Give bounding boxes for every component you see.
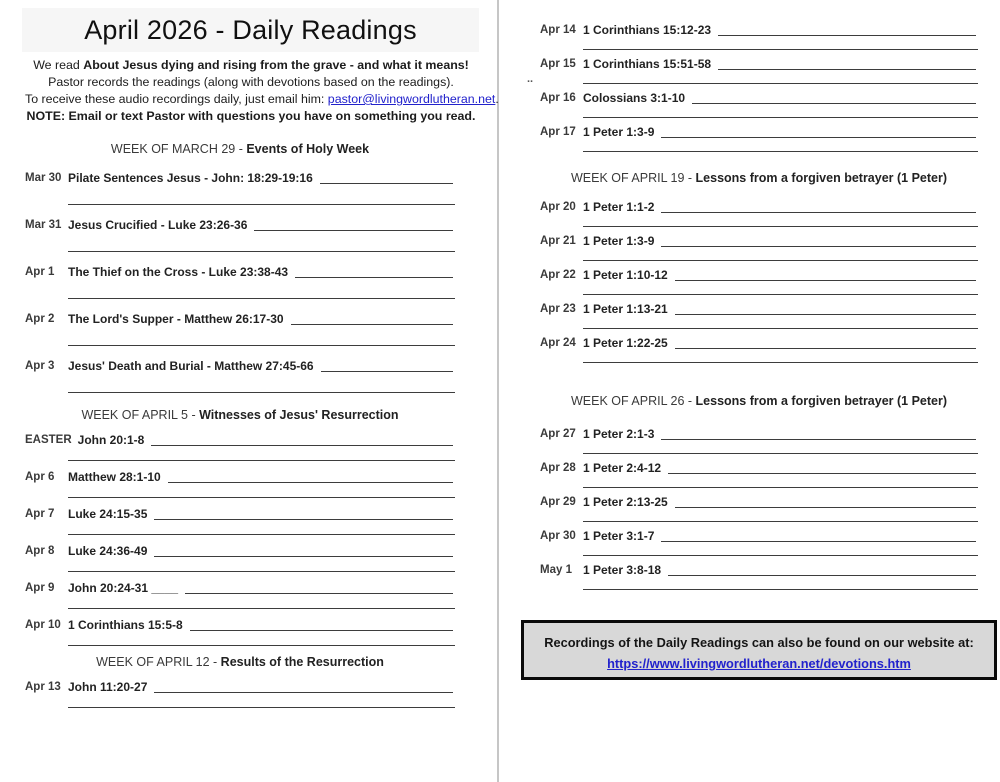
continuation-line — [583, 260, 978, 261]
blank-line — [661, 137, 976, 138]
reading-row — [540, 199, 978, 216]
continuation-line — [68, 392, 455, 393]
blank-line — [254, 230, 453, 231]
continuation-line — [583, 555, 978, 556]
continuation-line-wrap — [25, 608, 455, 609]
reading-date: Apr 8 — [25, 545, 55, 557]
continuation-line-wrap — [25, 460, 455, 461]
footer-text: Recordings of the Daily Readings can also be found on our website at: — [544, 635, 974, 650]
continuation-line — [68, 707, 455, 708]
reading-text: Pilate Sentences Jesus - John: 18:29-19:16 — [68, 171, 313, 185]
blank-line — [295, 277, 453, 278]
section-week-march-29 — [25, 170, 477, 393]
row-note: .. — [527, 73, 534, 85]
continuation-line-wrap — [25, 645, 455, 646]
continuation-line — [583, 83, 978, 84]
blank-line — [185, 593, 453, 594]
reading-date: Mar 31 — [25, 219, 62, 231]
continuation-line-wrap — [540, 555, 978, 556]
reading-text: John 11:20-27 — [68, 680, 148, 694]
blank-line — [320, 183, 453, 184]
section-header-prefix: WEEK OF APRIL 5 - — [81, 408, 200, 422]
reading-text: 1 Peter 2:13-25 — [583, 495, 668, 509]
continuation-line-wrap — [25, 204, 455, 205]
intro-block — [25, 57, 499, 125]
continuation-line — [583, 589, 978, 590]
section-header-march-29 — [25, 141, 455, 158]
continuation-line — [583, 521, 978, 522]
reading-date: Apr 22 — [540, 269, 576, 281]
section-header-title: Results of the Resurrection — [220, 655, 384, 669]
blank-line — [661, 246, 976, 247]
reading-text: Luke 24:15-35 — [68, 507, 148, 521]
reading-date: Apr 13 — [25, 681, 61, 693]
section-header-april-12 — [25, 654, 455, 671]
blank-line — [291, 324, 453, 325]
section-header-title: Events of Holy Week — [246, 142, 370, 156]
reading-date: Apr 23 — [540, 303, 576, 315]
reading-date: May 1 — [540, 564, 572, 576]
intro-text: Pastor records the readings (along with devotions based on the readings). — [48, 75, 454, 89]
reading-row — [540, 335, 978, 352]
reading-text: 1 Peter 1:1-2 — [583, 200, 655, 214]
reading-text: Matthew 28:1-10 — [68, 470, 161, 484]
continuation-line — [68, 345, 455, 346]
continuation-line-wrap — [540, 589, 978, 590]
continuation-line-wrap — [540, 226, 978, 227]
continuation-line-wrap — [540, 328, 978, 329]
reading-date: Apr 9 — [25, 582, 55, 594]
blank-line — [675, 314, 976, 315]
reading-date: Apr 2 — [25, 313, 55, 325]
blank-line — [154, 519, 453, 520]
continuation-line-wrap — [25, 534, 455, 535]
reading-date: Apr 24 — [540, 337, 576, 349]
section-week-april-5 — [25, 432, 477, 646]
reading-text: 1 Peter 3:1-7 — [583, 529, 655, 543]
reading-text: Jesus Crucified - Luke 23:26-36 — [68, 218, 248, 232]
reading-row — [540, 22, 978, 39]
website-link[interactable]: https://www.livingwordlutheran.net/devotions.htm — [607, 656, 911, 671]
reading-date: Apr 6 — [25, 471, 55, 483]
continuation-line — [68, 251, 455, 252]
blank-line — [661, 212, 976, 213]
intro-text: . — [495, 92, 499, 106]
section-header-april-26 — [540, 393, 978, 410]
continuation-line-wrap — [25, 707, 455, 708]
continuation-line — [68, 460, 455, 461]
reading-row — [540, 426, 978, 443]
reading-row — [25, 311, 455, 328]
section-week-april-26 — [540, 426, 978, 590]
reading-row — [25, 432, 455, 449]
intro-text: To receive these audio recordings daily, just email him: — [25, 92, 328, 106]
blank-line — [190, 630, 453, 631]
reading-date: Apr 20 — [540, 201, 576, 213]
reading-row — [25, 679, 455, 696]
section-header-prefix: WEEK OF APRIL 26 - — [570, 394, 696, 408]
continuation-line-wrap — [25, 571, 455, 572]
continuation-line — [583, 151, 978, 152]
continuation-line-wrap — [25, 251, 455, 252]
reading-date: Apr 16 — [540, 92, 576, 104]
title-band — [22, 8, 479, 52]
reading-row — [25, 469, 455, 486]
blank-line — [675, 348, 976, 349]
blank-line — [668, 575, 976, 576]
continuation-line — [583, 453, 978, 454]
reading-date: Apr 7 — [25, 508, 55, 520]
intro-line — [25, 108, 477, 125]
blank-line — [661, 439, 976, 440]
reading-row — [540, 233, 978, 250]
continuation-line — [583, 226, 978, 227]
reading-row — [540, 494, 978, 511]
reading-date: Apr 3 — [25, 360, 55, 372]
reading-row — [25, 617, 455, 634]
reading-date: Apr 28 — [540, 462, 576, 474]
continuation-line-wrap — [527, 73, 978, 85]
reading-date: Apr 1 — [25, 266, 55, 278]
footer-box — [521, 620, 997, 680]
continuation-line — [583, 487, 978, 488]
intro-line — [25, 74, 477, 91]
reading-text: 1 Peter 1:3-9 — [583, 125, 655, 139]
reading-text: 1 Peter 2:4-12 — [583, 461, 662, 475]
continuation-line-wrap — [540, 294, 978, 295]
reading-row — [540, 90, 978, 107]
intro-text: About Jesus dying and rising from the grave - and what it means! — [83, 58, 469, 72]
reading-text: John 20:24-31 ____ — [68, 581, 179, 595]
reading-row — [25, 264, 455, 281]
section-header-title: Witnesses of Jesus' Resurrection — [199, 408, 399, 422]
reading-row — [540, 124, 978, 141]
continuation-line-wrap — [540, 521, 978, 522]
blank-line — [668, 473, 976, 474]
continuation-line-wrap — [25, 345, 455, 346]
continuation-line — [583, 362, 978, 363]
reading-text: 1 Peter 1:10-12 — [583, 268, 668, 282]
section-header-april-19 — [540, 170, 978, 187]
continuation-line — [68, 571, 455, 572]
reading-text: Jesus' Death and Burial - Matthew 27:45-66 — [68, 359, 314, 373]
reading-date: Apr 21 — [540, 235, 576, 247]
reading-text: 1 Peter 3:8-18 — [583, 563, 662, 577]
blank-line — [675, 280, 976, 281]
blank-line — [692, 103, 976, 104]
section-week-april-19 — [540, 199, 978, 363]
reading-date: EASTER — [25, 434, 72, 446]
blank-line — [661, 541, 976, 542]
page-title: April 2026 - Daily Readings — [84, 14, 417, 45]
reading-date: Apr 10 — [25, 619, 61, 631]
reading-row — [25, 543, 455, 560]
reading-text: 1 Peter 1:13-21 — [583, 302, 668, 316]
reading-text: The Thief on the Cross - Luke 23:38-43 — [68, 265, 289, 279]
continuation-line — [583, 294, 978, 295]
section-week-april-12 — [25, 679, 477, 708]
continuation-line — [583, 328, 978, 329]
page-left — [0, 0, 497, 782]
reading-text: 1 Peter 1:3-9 — [583, 234, 655, 248]
page-right — [499, 0, 1000, 782]
email-link[interactable]: pastor@livingwordlutheran.net — [327, 92, 496, 106]
section-header-april-5 — [25, 407, 455, 424]
section-header-prefix: WEEK OF APRIL 12 - — [96, 655, 221, 669]
blank-line — [675, 507, 976, 508]
blank-line — [321, 371, 453, 372]
reading-row — [25, 217, 455, 234]
section-header-title: Lessons from a forgiven betrayer (1 Peter) — [695, 171, 948, 185]
reading-date: Mar 30 — [25, 172, 62, 184]
continuation-line — [68, 497, 455, 498]
reading-row — [540, 56, 978, 73]
continuation-line-wrap — [25, 298, 455, 299]
blank-line — [168, 482, 453, 483]
section-header-title: Lessons from a forgiven betrayer (1 Peter) — [695, 394, 948, 408]
reading-text: 1 Corinthians 15:5-8 — [68, 618, 183, 632]
reading-text: 1 Peter 1:22-25 — [583, 336, 668, 350]
blank-line — [154, 692, 453, 693]
reading-date: Apr 17 — [540, 126, 576, 138]
continuation-line — [583, 117, 978, 118]
reading-row — [25, 358, 455, 375]
continuation-line — [68, 608, 455, 609]
reading-text: 1 Corinthians 15:51-58 — [583, 57, 712, 71]
reading-row — [540, 460, 978, 477]
reading-date: Apr 29 — [540, 496, 576, 508]
reading-text: John 20:1-8 — [77, 433, 145, 447]
reading-row — [25, 170, 455, 187]
blank-line — [718, 69, 976, 70]
continuation-line-wrap — [540, 49, 978, 50]
section-header-prefix: WEEK OF APRIL 19 - — [570, 171, 696, 185]
reading-date: Apr 30 — [540, 530, 576, 542]
reading-text: 1 Peter 2:1-3 — [583, 427, 655, 441]
reading-row — [540, 267, 978, 284]
continuation-line — [68, 204, 455, 205]
reading-row — [540, 301, 978, 318]
reading-row — [25, 580, 455, 597]
intro-line — [25, 91, 499, 108]
blank-line — [718, 35, 976, 36]
continuation-line-wrap — [540, 151, 978, 152]
reading-text: Colossians 3:1-10 — [583, 91, 686, 105]
reading-date: Apr 27 — [540, 428, 576, 440]
continuation-line-wrap — [25, 497, 455, 498]
continuation-line-wrap — [540, 117, 978, 118]
reading-text: 1 Corinthians 15:12-23 — [583, 23, 712, 37]
reading-date: Apr 14 — [540, 24, 576, 36]
continuation-line-wrap — [540, 362, 978, 363]
intro-line — [25, 57, 477, 74]
continuation-line — [68, 645, 455, 646]
section-header-prefix: WEEK OF MARCH 29 - — [110, 142, 247, 156]
reading-row — [540, 528, 978, 545]
reading-text: The Lord's Supper - Matthew 26:17-30 — [68, 312, 284, 326]
reading-row — [25, 506, 455, 523]
reading-date: Apr 15 — [540, 58, 576, 70]
continuation-line-wrap — [540, 260, 978, 261]
continuation-line — [583, 49, 978, 50]
continuation-line-wrap — [540, 453, 978, 454]
intro-text: We read — [33, 58, 84, 72]
section-week-april-12-continued — [527, 22, 978, 152]
continuation-line-wrap — [540, 487, 978, 488]
continuation-line — [68, 534, 455, 535]
intro-text: NOTE: Email or text Pastor with questions you have on something you read. — [26, 109, 476, 123]
reading-row — [540, 562, 978, 579]
continuation-line-wrap — [25, 392, 455, 393]
reading-text: Luke 24:36-49 — [68, 544, 148, 558]
blank-line — [154, 556, 453, 557]
continuation-line — [68, 298, 455, 299]
blank-line — [151, 445, 453, 446]
